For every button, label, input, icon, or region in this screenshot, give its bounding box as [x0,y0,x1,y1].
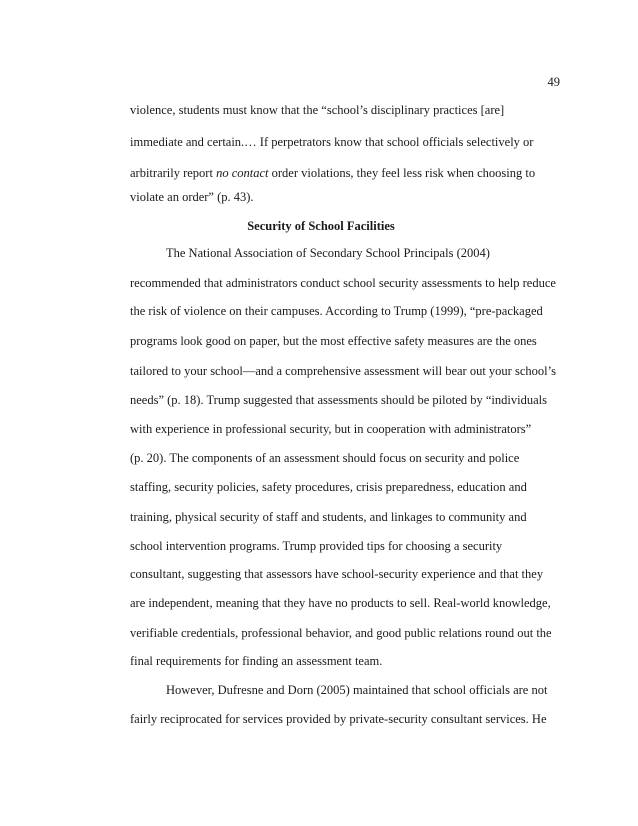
text-line: are independent, meaning that they have no products to sell. Real-world knowledge, [130,596,551,610]
text-line: violate an order” (p. 43). [130,190,254,204]
text-line: recommended that administrators conduct school security assessments to help reduce [130,276,556,290]
text-line: with experience in professional security, but in cooperation with administrators” [130,422,532,436]
text-line: verifiable credentials, professional behavior, and good public relations round out the [130,626,552,640]
text-line: programs look good on paper, but the most effective safety measures are the ones [130,334,537,348]
text-line: tailored to your school—and a comprehensive assessment will bear out your school’s [130,364,556,378]
text-line [130,165,535,181]
text-line: However, Dufresne and Dorn (2005) maintained that school officials are not [166,683,548,697]
text-line: the risk of violence on their campuses. According to Trump (1999), “pre-packaged [130,304,543,318]
text-line: final requirements for finding an assessment team. [130,654,383,668]
text-line: fairly reciprocated for services provided by private-security consultant services. He [130,712,547,726]
text-line: violence, students must know that the “school’s disciplinary practices [are] [130,103,505,117]
text-line: needs” (p. 18). Trump suggested that assessments should be piloted by “individuals [130,393,547,407]
text-line: (p. 20). The components of an assessment should focus on security and police [130,451,520,465]
text-line: The National Association of Secondary School Principals (2004) [166,246,490,260]
section-heading: Security of School Facilities [247,219,395,233]
text-line: staffing, security policies, safety procedures, crisis preparedness, education and [130,480,527,494]
italic-text: no contact [216,166,269,180]
text-line: immediate and certain.… If perpetrators know that school officials selectively or [130,135,534,149]
text-span: arbitrarily report [130,166,217,180]
page-number: 49 [547,75,560,89]
text-span: order violations, they feel less risk when choosing to [268,166,536,180]
text-line: consultant, suggesting that assessors have school-security experience and that they [130,567,544,581]
text-line: training, physical security of staff and students, and linkages to community and [130,510,527,524]
text-line: school intervention programs. Trump provided tips for choosing a security [130,539,503,553]
